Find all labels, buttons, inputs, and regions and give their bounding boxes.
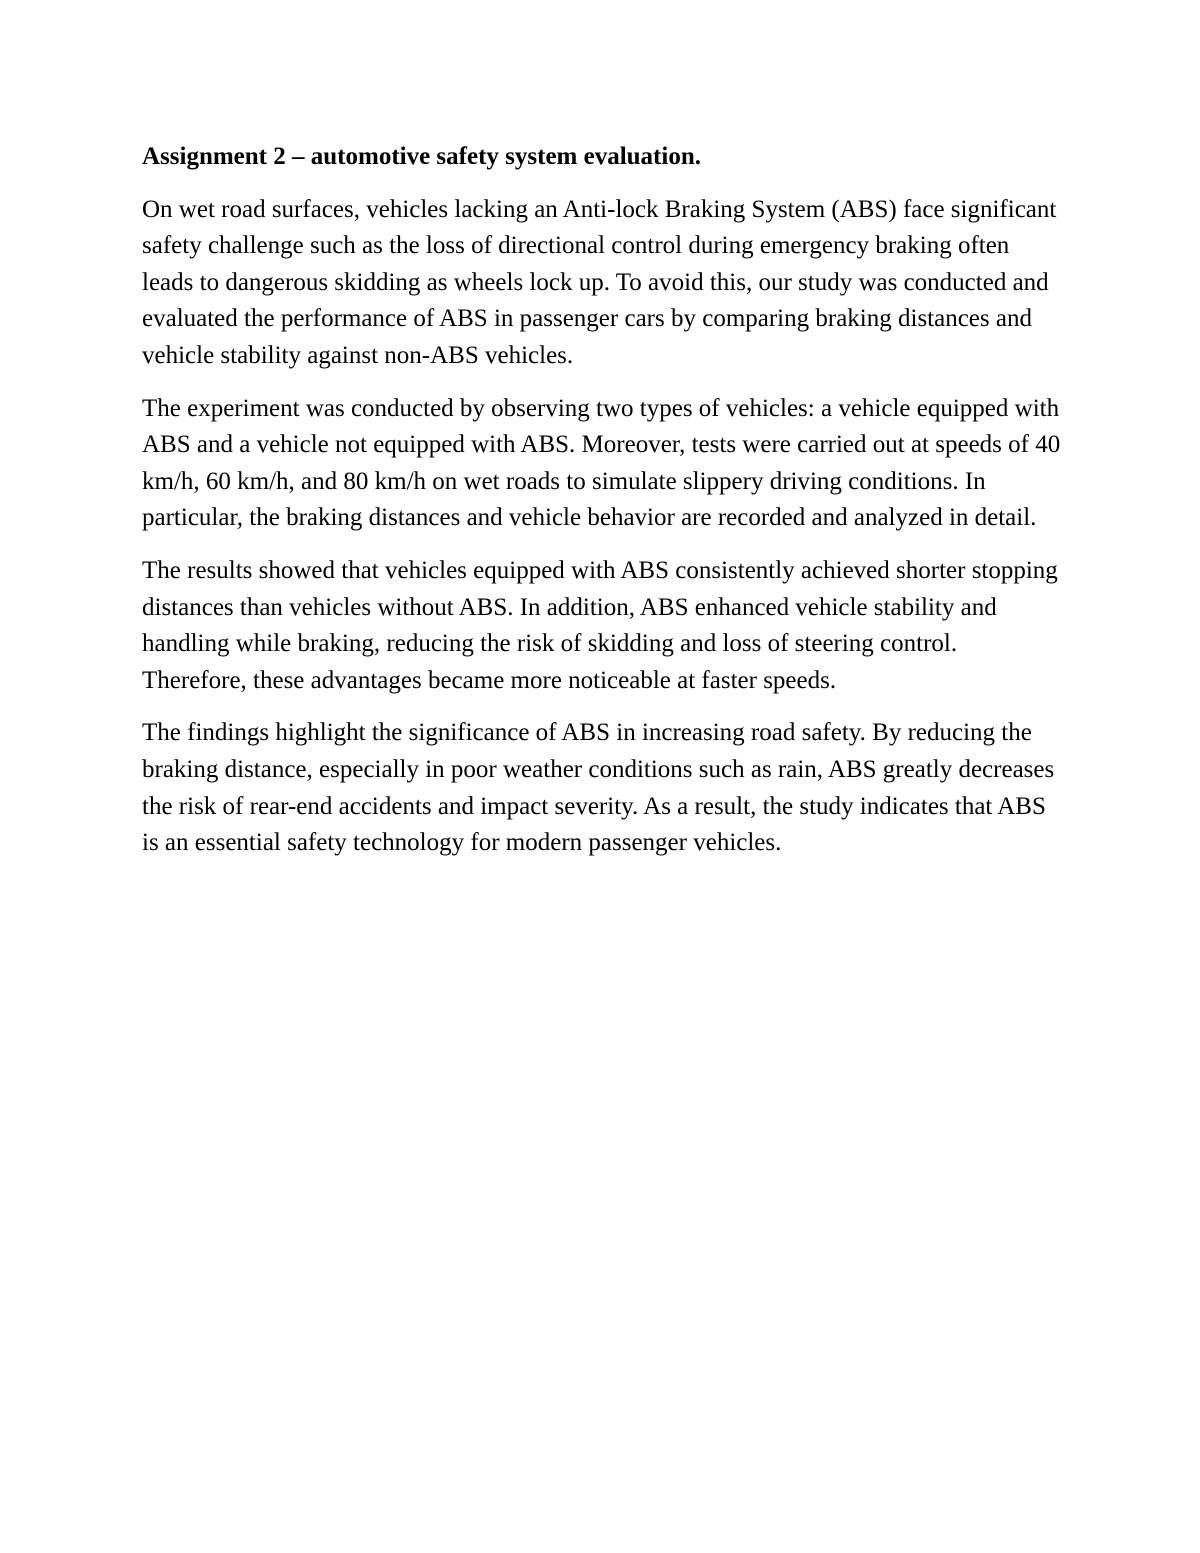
paragraph-introduction: On wet road surfaces, vehicles lacking an Anti-lock Braking System (ABS) face significant safety challenge such as the loss of directional control during emergency braking often leads to dangerous skidding as wheels lock up. To avoid this, our study was conducted and evaluated the performance of ABS in passenger cars by comparing braking distances and vehicle stability against non-ABS vehicles. [142,195,1057,369]
paragraph-method: The experiment was conducted by observing two types of vehicles: a vehicle equipped with ABS and a vehicle not equipped with ABS. Moreover, tests were carried out at speeds of 40 km/h, 60 km/h, and 80 km/h on wet roads to simulate slippery driving conditions. In particular, the braking distances and vehicle behavior are recorded and analyzed in detail. [142,394,1061,532]
paragraph-conclusion: The findings highlight the significance of ABS in increasing road safety. By reducing the braking distance, especially in poor weather conditions such as rain, ABS greatly decreases the risk of rear-end accidents and impact severity. As a result, the study indicates that ABS is an essential safety technology for modern passenger vehicles. [142,719,1055,857]
document-body [142,139,1062,878]
paragraph-results: The results showed that vehicles equipped with ABS consistently achieved shorter stopping distances than vehicles without ABS. In addition, ABS enhanced vehicle stability and handling while braking, reducing the risk of skidding and loss of steering control. Therefore, these advantages became more noticeable at faster speeds. [142,556,1058,694]
document-title: Assignment 2 – automotive safety system evaluation. [142,143,701,170]
